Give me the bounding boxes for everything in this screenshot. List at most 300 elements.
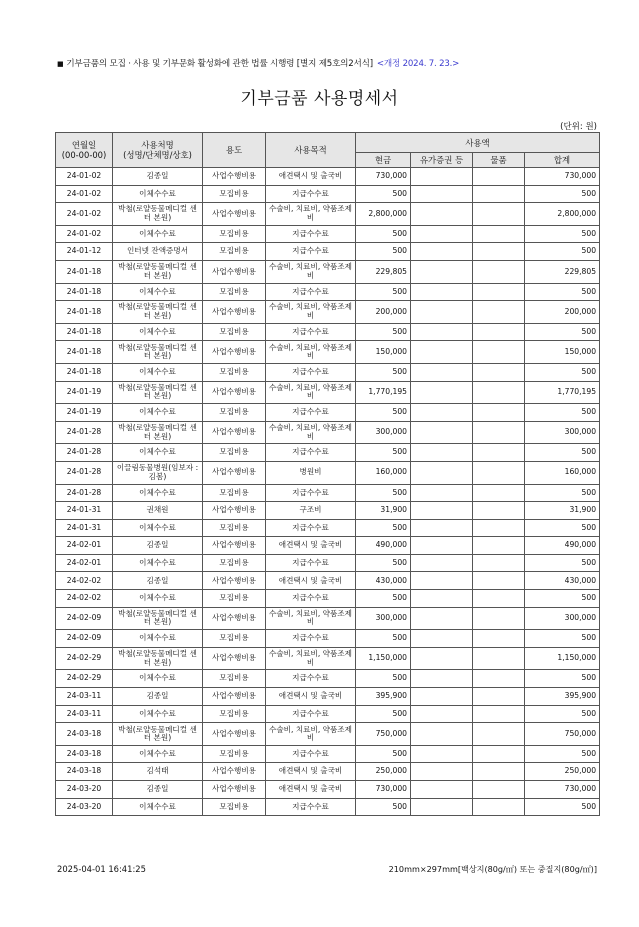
cell-use: 사업수행비용 <box>203 763 266 781</box>
table-row <box>56 260 600 283</box>
cell-securities <box>411 705 473 723</box>
cell-purpose: 지급수수료 <box>266 404 356 422</box>
table-row <box>56 670 600 688</box>
cell-total: 160,000 <box>525 461 600 484</box>
cell-securities <box>411 519 473 537</box>
cell-goods <box>473 670 525 688</box>
cell-date: 24-01-19 <box>56 404 113 422</box>
cell-use: 사업수행비용 <box>203 537 266 555</box>
cell-securities <box>411 630 473 648</box>
cell-purpose: 지급수수료 <box>266 243 356 261</box>
cell-payee: 박철(로얄동물메디컬 센터 본원) <box>113 647 203 670</box>
cell-cash: 500 <box>356 404 411 422</box>
col-header-payee-label: 사용처명 <box>141 140 174 150</box>
cell-payee: 김종일 <box>113 572 203 590</box>
cell-goods <box>473 798 525 816</box>
col-header-use: 용도 <box>203 133 266 168</box>
table-row <box>56 763 600 781</box>
cell-purpose: 병원비 <box>266 461 356 484</box>
cell-use: 사업수행비용 <box>203 260 266 283</box>
cell-purpose: 수술비, 치료비, 약품조제비 <box>266 381 356 404</box>
cell-goods <box>473 554 525 572</box>
cell-payee: 박철(로얄동물메디컬 센터 본원) <box>113 421 203 444</box>
cell-date: 24-03-18 <box>56 763 113 781</box>
cell-date: 24-03-11 <box>56 688 113 706</box>
cell-purpose: 수술비, 치료비, 약품조제비 <box>266 203 356 226</box>
cell-payee: 김종일 <box>113 688 203 706</box>
cell-date: 24-01-28 <box>56 421 113 444</box>
cell-date: 24-01-18 <box>56 301 113 324</box>
cell-payee: 이체수수료 <box>113 590 203 608</box>
cell-use: 모집비용 <box>203 243 266 261</box>
cell-date: 24-02-02 <box>56 590 113 608</box>
cell-use: 모집비용 <box>203 484 266 502</box>
table-row <box>56 647 600 670</box>
cell-date: 24-02-01 <box>56 554 113 572</box>
col-header-date <box>56 133 113 168</box>
col-header-amount-group: 사용액 <box>356 133 600 153</box>
cell-date: 24-02-09 <box>56 607 113 630</box>
cell-cash: 500 <box>356 670 411 688</box>
cell-cash: 500 <box>356 630 411 648</box>
cell-total: 500 <box>525 243 600 261</box>
cell-payee: 이체수수료 <box>113 554 203 572</box>
cell-payee: 이끌림동물병원(임보자 : 김봄) <box>113 461 203 484</box>
cell-securities <box>411 798 473 816</box>
cell-total: 500 <box>525 554 600 572</box>
cell-purpose: 수술비, 치료비, 약품조제비 <box>266 260 356 283</box>
cell-date: 24-03-11 <box>56 705 113 723</box>
cell-date: 24-01-18 <box>56 323 113 341</box>
cell-use: 모집비용 <box>203 554 266 572</box>
cell-securities <box>411 572 473 590</box>
cell-purpose: 수술비, 치료비, 약품조제비 <box>266 723 356 746</box>
cell-total: 300,000 <box>525 421 600 444</box>
cell-use: 모집비용 <box>203 705 266 723</box>
cell-cash: 500 <box>356 519 411 537</box>
cell-goods <box>473 502 525 520</box>
cell-date: 24-01-02 <box>56 185 113 203</box>
paper-spec: 210mm×297mm[백상지(80g/㎡) 또는 중질지(80g/㎡)] <box>388 864 597 874</box>
cell-goods <box>473 590 525 608</box>
cell-purpose: 지급수수료 <box>266 185 356 203</box>
cell-payee: 박철(로얄동물메디컬 센터 본원) <box>113 203 203 226</box>
cell-use: 사업수행비용 <box>203 341 266 364</box>
cell-date: 24-01-18 <box>56 363 113 381</box>
cell-payee: 박철(로얄동물메디컬 센터 본원) <box>113 723 203 746</box>
cell-date: 24-03-20 <box>56 781 113 799</box>
cell-securities <box>411 444 473 462</box>
cell-goods <box>473 484 525 502</box>
cell-total: 31,900 <box>525 502 600 520</box>
cell-securities <box>411 461 473 484</box>
cell-cash: 500 <box>356 590 411 608</box>
table-row <box>56 341 600 364</box>
cell-securities <box>411 670 473 688</box>
cell-total: 229,805 <box>525 260 600 283</box>
cell-payee: 박철(로얄동물메디컬 센터 본원) <box>113 381 203 404</box>
cell-cash: 229,805 <box>356 260 411 283</box>
cell-payee: 권채원 <box>113 502 203 520</box>
cell-goods <box>473 688 525 706</box>
cell-cash: 500 <box>356 554 411 572</box>
cell-total: 2,800,000 <box>525 203 600 226</box>
cell-date: 24-01-31 <box>56 519 113 537</box>
cell-payee: 박철(로얄동물메디컬 센터 본원) <box>113 301 203 324</box>
table-row <box>56 421 600 444</box>
cell-date: 24-01-18 <box>56 341 113 364</box>
cell-purpose: 구조비 <box>266 502 356 520</box>
cell-use: 모집비용 <box>203 670 266 688</box>
cell-goods <box>473 421 525 444</box>
cell-purpose: 지급수수료 <box>266 444 356 462</box>
cell-use: 사업수행비용 <box>203 421 266 444</box>
cell-goods <box>473 519 525 537</box>
cell-purpose: 지급수수료 <box>266 519 356 537</box>
cell-payee: 박철(로얄동물메디컬 센터 본원) <box>113 341 203 364</box>
cell-purpose: 지급수수료 <box>266 484 356 502</box>
cell-total: 500 <box>525 519 600 537</box>
cell-securities <box>411 537 473 555</box>
cell-purpose: 지급수수료 <box>266 283 356 301</box>
cell-date: 24-03-20 <box>56 798 113 816</box>
cell-cash: 150,000 <box>356 341 411 364</box>
cell-payee: 박철(로얄동물메디컬 센터 본원) <box>113 260 203 283</box>
cell-goods <box>473 745 525 763</box>
cell-purpose: 수술비, 치료비, 약품조제비 <box>266 647 356 670</box>
cell-goods <box>473 283 525 301</box>
cell-cash: 200,000 <box>356 301 411 324</box>
cell-securities <box>411 421 473 444</box>
table-row <box>56 590 600 608</box>
cell-payee: 이체수수료 <box>113 323 203 341</box>
cell-goods <box>473 781 525 799</box>
cell-use: 사업수행비용 <box>203 647 266 670</box>
table-row <box>56 484 600 502</box>
cell-purpose: 지급수수료 <box>266 705 356 723</box>
cell-goods <box>473 301 525 324</box>
cell-securities <box>411 363 473 381</box>
cell-goods <box>473 341 525 364</box>
cell-payee: 박철(로얄동물메디컬 센터 본원) <box>113 607 203 630</box>
col-header-date-label: 연월일 <box>71 140 97 150</box>
cell-use: 사업수행비용 <box>203 381 266 404</box>
cell-purpose: 지급수수료 <box>266 323 356 341</box>
cell-purpose: 수술비, 치료비, 약품조제비 <box>266 607 356 630</box>
cell-cash: 300,000 <box>356 607 411 630</box>
col-header-total: 합계 <box>525 153 600 168</box>
table-row <box>56 225 600 243</box>
cell-purpose: 지급수수료 <box>266 590 356 608</box>
cell-purpose: 애견택시 및 출국비 <box>266 537 356 555</box>
cell-total: 500 <box>525 670 600 688</box>
col-header-payee <box>113 133 203 168</box>
cell-payee: 이체수수료 <box>113 444 203 462</box>
cell-total: 500 <box>525 798 600 816</box>
cell-use: 모집비용 <box>203 630 266 648</box>
cell-purpose: 애견택시 및 출국비 <box>266 168 356 186</box>
cell-use: 사업수행비용 <box>203 502 266 520</box>
cell-date: 24-02-01 <box>56 537 113 555</box>
cell-use: 사업수행비용 <box>203 461 266 484</box>
cell-securities <box>411 341 473 364</box>
legal-text: 기부금품의 모집 · 사용 및 기부문화 활성화에 관한 법률 시행령 [별지 제5호의2서식] <box>66 59 373 69</box>
table-row <box>56 705 600 723</box>
cell-purpose: 애견택시 및 출국비 <box>266 763 356 781</box>
cell-purpose: 지급수수료 <box>266 745 356 763</box>
table-row <box>56 607 600 630</box>
cell-goods <box>473 572 525 590</box>
cell-cash: 500 <box>356 185 411 203</box>
cell-cash: 500 <box>356 225 411 243</box>
table-row <box>56 363 600 381</box>
cell-goods <box>473 363 525 381</box>
cell-cash: 500 <box>356 484 411 502</box>
cell-payee: 이체수수료 <box>113 670 203 688</box>
table-row <box>56 537 600 555</box>
cell-purpose: 애견택시 및 출국비 <box>266 781 356 799</box>
cell-use: 모집비용 <box>203 363 266 381</box>
cell-purpose: 지급수수료 <box>266 798 356 816</box>
cell-cash: 500 <box>356 705 411 723</box>
cell-use: 모집비용 <box>203 798 266 816</box>
cell-purpose: 애견택시 및 출국비 <box>266 572 356 590</box>
col-header-goods: 물품 <box>473 153 525 168</box>
table-row <box>56 630 600 648</box>
cell-total: 150,000 <box>525 341 600 364</box>
table-row <box>56 283 600 301</box>
cell-date: 24-01-28 <box>56 461 113 484</box>
cell-securities <box>411 301 473 324</box>
cell-purpose: 수술비, 치료비, 약품조제비 <box>266 421 356 444</box>
cell-goods <box>473 203 525 226</box>
cell-total: 500 <box>525 705 600 723</box>
cell-payee: 김종일 <box>113 537 203 555</box>
cell-cash: 300,000 <box>356 421 411 444</box>
cell-purpose: 지급수수료 <box>266 363 356 381</box>
cell-securities <box>411 688 473 706</box>
cell-use: 모집비용 <box>203 225 266 243</box>
cell-cash: 500 <box>356 798 411 816</box>
cell-payee: 이체수수료 <box>113 745 203 763</box>
cell-securities <box>411 763 473 781</box>
cell-securities <box>411 745 473 763</box>
cell-total: 395,900 <box>525 688 600 706</box>
table-row <box>56 168 600 186</box>
cell-cash: 2,800,000 <box>356 203 411 226</box>
form-legal-reference <box>57 57 617 69</box>
cell-cash: 500 <box>356 363 411 381</box>
cell-date: 24-01-18 <box>56 260 113 283</box>
cell-purpose: 지급수수료 <box>266 670 356 688</box>
cell-goods <box>473 537 525 555</box>
square-bullet-icon: ■ <box>57 60 64 68</box>
col-header-cash: 현금 <box>356 153 411 168</box>
cell-total: 500 <box>525 283 600 301</box>
cell-total: 730,000 <box>525 781 600 799</box>
cell-securities <box>411 484 473 502</box>
cell-use: 모집비용 <box>203 185 266 203</box>
cell-goods <box>473 647 525 670</box>
cell-use: 사업수행비용 <box>203 301 266 324</box>
table-row <box>56 688 600 706</box>
cell-payee: 이체수수료 <box>113 519 203 537</box>
cell-date: 24-01-19 <box>56 381 113 404</box>
cell-goods <box>473 168 525 186</box>
cell-goods <box>473 444 525 462</box>
cell-payee: 김종일 <box>113 781 203 799</box>
cell-purpose: 지급수수료 <box>266 554 356 572</box>
cell-securities <box>411 554 473 572</box>
cell-use: 모집비용 <box>203 590 266 608</box>
cell-use: 사업수행비용 <box>203 723 266 746</box>
cell-total: 430,000 <box>525 572 600 590</box>
cell-purpose: 지급수수료 <box>266 630 356 648</box>
cell-payee: 이체수수료 <box>113 363 203 381</box>
cell-securities <box>411 381 473 404</box>
col-header-securities: 유가증권 등 <box>411 153 473 168</box>
cell-securities <box>411 168 473 186</box>
cell-payee: 이체수수료 <box>113 225 203 243</box>
cell-total: 500 <box>525 185 600 203</box>
cell-total: 730,000 <box>525 168 600 186</box>
cell-purpose: 수술비, 치료비, 약품조제비 <box>266 301 356 324</box>
cell-securities <box>411 185 473 203</box>
cell-total: 300,000 <box>525 607 600 630</box>
cell-total: 500 <box>525 225 600 243</box>
cell-use: 모집비용 <box>203 404 266 422</box>
cell-goods <box>473 630 525 648</box>
table-row <box>56 519 600 537</box>
table-row <box>56 572 600 590</box>
cell-securities <box>411 203 473 226</box>
cell-payee: 이체수수료 <box>113 705 203 723</box>
cell-date: 24-01-28 <box>56 444 113 462</box>
cell-securities <box>411 723 473 746</box>
ledger-body <box>56 168 600 816</box>
cell-securities <box>411 781 473 799</box>
cell-date: 24-02-29 <box>56 647 113 670</box>
table-row <box>56 444 600 462</box>
cell-goods <box>473 404 525 422</box>
cell-securities <box>411 502 473 520</box>
header-row-top <box>56 133 600 153</box>
table-row <box>56 243 600 261</box>
cell-goods <box>473 225 525 243</box>
table-row <box>56 461 600 484</box>
cell-securities <box>411 283 473 301</box>
cell-goods <box>473 381 525 404</box>
cell-use: 사업수행비용 <box>203 688 266 706</box>
unit-label: (단위: 원) <box>560 122 597 132</box>
cell-cash: 500 <box>356 444 411 462</box>
usage-ledger-table <box>55 132 600 816</box>
cell-securities <box>411 404 473 422</box>
table-row <box>56 502 600 520</box>
cell-goods <box>473 705 525 723</box>
cell-cash: 490,000 <box>356 537 411 555</box>
cell-use: 모집비용 <box>203 323 266 341</box>
cell-cash: 1,770,195 <box>356 381 411 404</box>
cell-cash: 500 <box>356 243 411 261</box>
cell-goods <box>473 323 525 341</box>
cell-cash: 500 <box>356 745 411 763</box>
cell-date: 24-02-09 <box>56 630 113 648</box>
cell-payee: 이체수수료 <box>113 283 203 301</box>
cell-total: 500 <box>525 630 600 648</box>
cell-total: 250,000 <box>525 763 600 781</box>
cell-payee: 이체수수료 <box>113 484 203 502</box>
cell-cash: 160,000 <box>356 461 411 484</box>
cell-date: 24-01-02 <box>56 203 113 226</box>
cell-date: 24-01-12 <box>56 243 113 261</box>
cell-total: 500 <box>525 745 600 763</box>
table-row <box>56 781 600 799</box>
cell-payee: 인터넷 잔액증명서 <box>113 243 203 261</box>
cell-cash: 500 <box>356 283 411 301</box>
cell-date: 24-01-28 <box>56 484 113 502</box>
cell-payee: 이체수수료 <box>113 185 203 203</box>
document-title: 기부금품 사용명세서 <box>240 89 399 109</box>
cell-date: 24-01-02 <box>56 225 113 243</box>
cell-cash: 730,000 <box>356 168 411 186</box>
cell-use: 사업수행비용 <box>203 168 266 186</box>
cell-payee: 이체수수료 <box>113 630 203 648</box>
cell-purpose: 애견택시 및 출국비 <box>266 688 356 706</box>
cell-securities <box>411 607 473 630</box>
table-row <box>56 723 600 746</box>
cell-total: 1,150,000 <box>525 647 600 670</box>
table-row <box>56 323 600 341</box>
cell-cash: 1,150,000 <box>356 647 411 670</box>
cell-payee: 김석태 <box>113 763 203 781</box>
cell-securities <box>411 590 473 608</box>
cell-goods <box>473 607 525 630</box>
cell-use: 모집비용 <box>203 444 266 462</box>
cell-date: 24-03-18 <box>56 745 113 763</box>
cell-total: 500 <box>525 363 600 381</box>
cell-payee: 이체수수료 <box>113 798 203 816</box>
cell-payee: 김종일 <box>113 168 203 186</box>
print-timestamp: 2025-04-01 16:41:25 <box>57 864 146 874</box>
cell-cash: 500 <box>356 323 411 341</box>
cell-purpose: 지급수수료 <box>266 225 356 243</box>
cell-goods <box>473 185 525 203</box>
cell-total: 500 <box>525 404 600 422</box>
cell-goods <box>473 260 525 283</box>
table-row <box>56 404 600 422</box>
col-header-purpose: 사용목적 <box>266 133 356 168</box>
revision-note: <개정 2024. 7. 23.> <box>376 59 460 69</box>
cell-date: 24-01-18 <box>56 283 113 301</box>
cell-cash: 250,000 <box>356 763 411 781</box>
cell-total: 750,000 <box>525 723 600 746</box>
cell-use: 모집비용 <box>203 519 266 537</box>
cell-securities <box>411 323 473 341</box>
cell-total: 200,000 <box>525 301 600 324</box>
cell-use: 사업수행비용 <box>203 572 266 590</box>
cell-cash: 31,900 <box>356 502 411 520</box>
cell-securities <box>411 225 473 243</box>
table-row <box>56 798 600 816</box>
table-row <box>56 381 600 404</box>
cell-goods <box>473 461 525 484</box>
cell-goods <box>473 763 525 781</box>
cell-date: 24-01-02 <box>56 168 113 186</box>
cell-cash: 430,000 <box>356 572 411 590</box>
col-header-payee-sub: (성명/단체명/상호) <box>123 150 192 160</box>
cell-date: 24-01-31 <box>56 502 113 520</box>
